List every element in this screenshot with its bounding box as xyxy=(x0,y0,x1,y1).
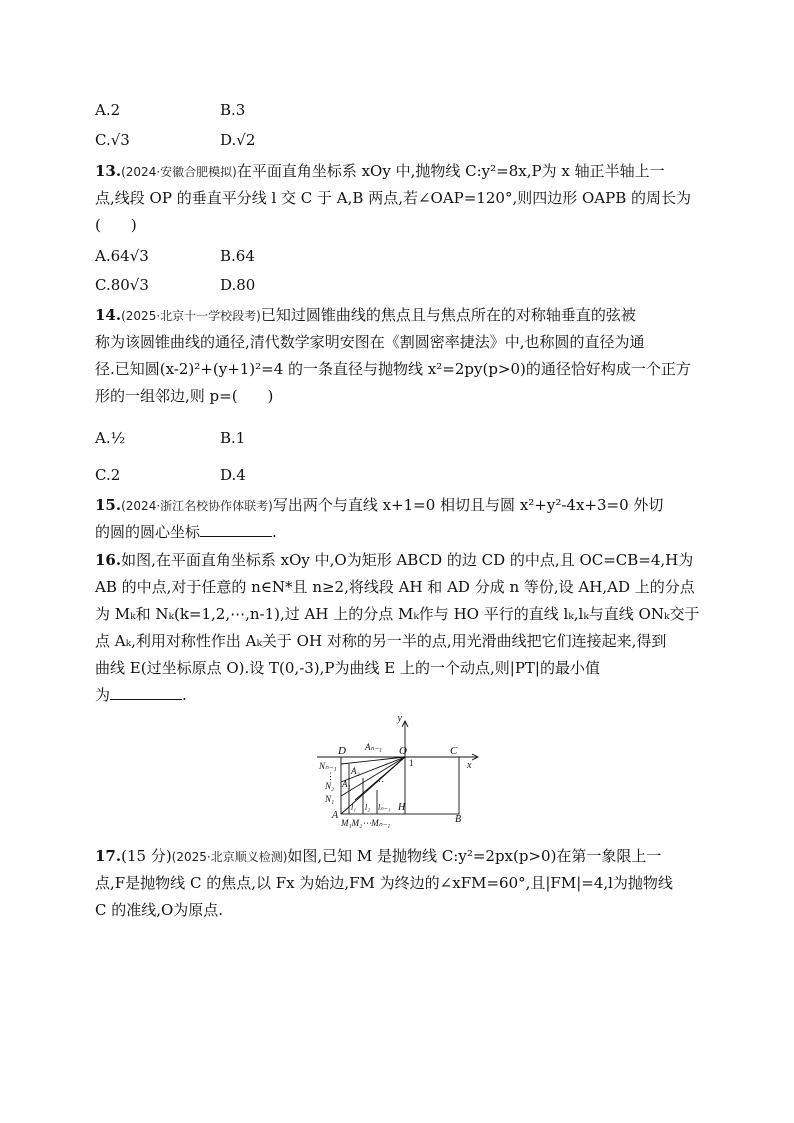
label-d: D xyxy=(338,745,346,757)
q16-line-3: 为 Mₖ和 Nₖ(k=1,2,⋯,n-1),过 AH 上的分点 Mₖ作与 HO 平行的直线 lₖ,lₖ与直线 ONₖ交于 xyxy=(95,605,700,623)
q16-end: . xyxy=(182,686,187,704)
q17-line-2: 点,F是抛物线 C 的焦点,以 Fx 为始边,FM 为终边的∠xFM=60°,且|FM|=4,l为抛物线 xyxy=(95,874,673,892)
q17-score: (15 分) xyxy=(121,847,172,865)
label-nn1: Nₙ₋₁ xyxy=(319,761,337,771)
q14-line-2: 称为该圆锥曲线的通径,清代数学家明安图在《割圆密率捷法》中,也称圆的直径为通 xyxy=(95,333,645,351)
label-x: x xyxy=(467,760,472,771)
q17-source: (2025·北京顺义检测) xyxy=(171,850,288,864)
label-a1: A₁ xyxy=(342,779,351,789)
q14-source: (2025·北京十一学校段考) xyxy=(121,309,261,323)
q17-line-1 xyxy=(95,846,705,867)
q13-option-c: C.80√3 xyxy=(95,276,149,294)
q13-source: (2024·安徽合肥模拟) xyxy=(121,165,237,179)
label-l2: l₂ xyxy=(365,803,371,812)
q17-text-1: 如图,已知 M 是抛物线 C:y²=2px(p>0)在第一象限上一 xyxy=(287,847,662,865)
q14-option-b: B.1 xyxy=(220,429,246,447)
q15-line-1 xyxy=(95,495,705,516)
label-m-points: M₁M₂⋯Mₙ₋₁ xyxy=(341,818,391,828)
q16-figure xyxy=(315,712,485,830)
q13-line-1 xyxy=(95,161,705,182)
q13-text-1: 在平面直角坐标系 xOy 中,抛物线 C:y²=8x,P为 x 轴正半轴上一 xyxy=(236,162,665,180)
q14-line-1 xyxy=(95,305,705,326)
q16-line-2: AB 的中点,对于任意的 n∈N*且 n≥2,将线段 AH 和 AD 分成 n 等份,设 AH,AD 上的分点 xyxy=(95,578,695,596)
q13-option-d: D.80 xyxy=(220,276,256,294)
q13-line-2: 点,线段 OP 的垂直平分线 l 交 C 于 A,B 两点,若∠OAP=120°,则四边形 OAPB 的周长为 xyxy=(95,189,692,207)
q13-option-a: A.64√3 xyxy=(95,247,149,265)
q12-option-d: D.√2 xyxy=(220,131,256,149)
q13-option-b: B.64 xyxy=(220,247,255,265)
q15-text-1: 写出两个与直线 x+1=0 相切且与圆 x²+y²-4x+3=0 外切 xyxy=(272,496,664,514)
q14-option-d: D.4 xyxy=(220,466,246,484)
q16-text-6: 为 xyxy=(95,686,111,704)
q16-line-5: 曲线 E(过坐标原点 O).设 T(0,-3),P为曲线 E 上的一个动点,则|PT|的最小值 xyxy=(95,659,600,677)
q12-option-c: C.√3 xyxy=(95,131,130,149)
q15-source: (2024·浙江名校协作体联考) xyxy=(121,499,273,513)
q14-text-1: 已知过圆锥曲线的焦点且与焦点所在的对称轴垂直的弦被 xyxy=(260,306,636,324)
label-one: 1 xyxy=(409,758,414,768)
q16-line-4: 点 Aₖ,利用对称性作出 Aₖ关于 OH 对称的另一半的点,用光滑曲线把它们连接起来,得到 xyxy=(95,632,667,650)
q17-line-3: C 的准线,O为原点. xyxy=(95,901,224,919)
label-o: O xyxy=(399,745,407,757)
q17-number: 17. xyxy=(95,847,122,865)
q16-text-1: 如图,在平面直角坐标系 xOy 中,O为矩形 ABCD 的边 CD 的中点,且 OC=CB=4,H为 xyxy=(121,551,694,569)
q16-line-6 xyxy=(95,685,705,705)
q15-line-2 xyxy=(95,522,705,542)
q16-answer-blank xyxy=(110,685,182,700)
q14-option-c: C.2 xyxy=(95,466,121,484)
q13-number: 13. xyxy=(95,162,122,180)
label-an1: Aₙ₋₁ xyxy=(365,742,382,752)
q15-number: 15. xyxy=(95,496,122,514)
label-vdots: ⋮ xyxy=(326,771,335,781)
q15-end: . xyxy=(272,523,277,541)
q14-line-3: 径.已知圆(x-2)²+(y+1)²=4 的一条直径与抛物线 x²=2py(p>0)的通径恰好构成一个正方 xyxy=(95,360,691,378)
label-hdots: ⋯ xyxy=(375,776,384,786)
q16-number: 16. xyxy=(95,551,122,569)
label-a2: A₂ xyxy=(351,766,360,776)
label-n2: N₂ xyxy=(325,781,335,791)
q15-answer-blank xyxy=(200,522,272,537)
label-a: A xyxy=(332,810,339,821)
label-n1: N₁ xyxy=(325,794,335,804)
q16-line-1 xyxy=(95,550,705,570)
q15-text-2: 的圆的圆心坐标 xyxy=(95,523,201,541)
label-h: H xyxy=(398,802,406,813)
q14-number: 14. xyxy=(95,306,122,324)
q13-line-3: ( ) xyxy=(95,216,137,234)
q14-option-a: A.½ xyxy=(95,429,126,447)
label-b: B xyxy=(455,814,462,825)
label-y: y xyxy=(397,713,402,724)
q14-line-4: 形的一组邻边,则 p=( ) xyxy=(95,387,274,405)
q12-option-b: B.3 xyxy=(220,101,246,119)
q12-option-a: A.2 xyxy=(95,101,121,119)
label-ln1: lₙ₋₁ xyxy=(378,803,391,812)
label-c: C xyxy=(450,745,458,757)
label-l1: l₁ xyxy=(351,803,357,812)
